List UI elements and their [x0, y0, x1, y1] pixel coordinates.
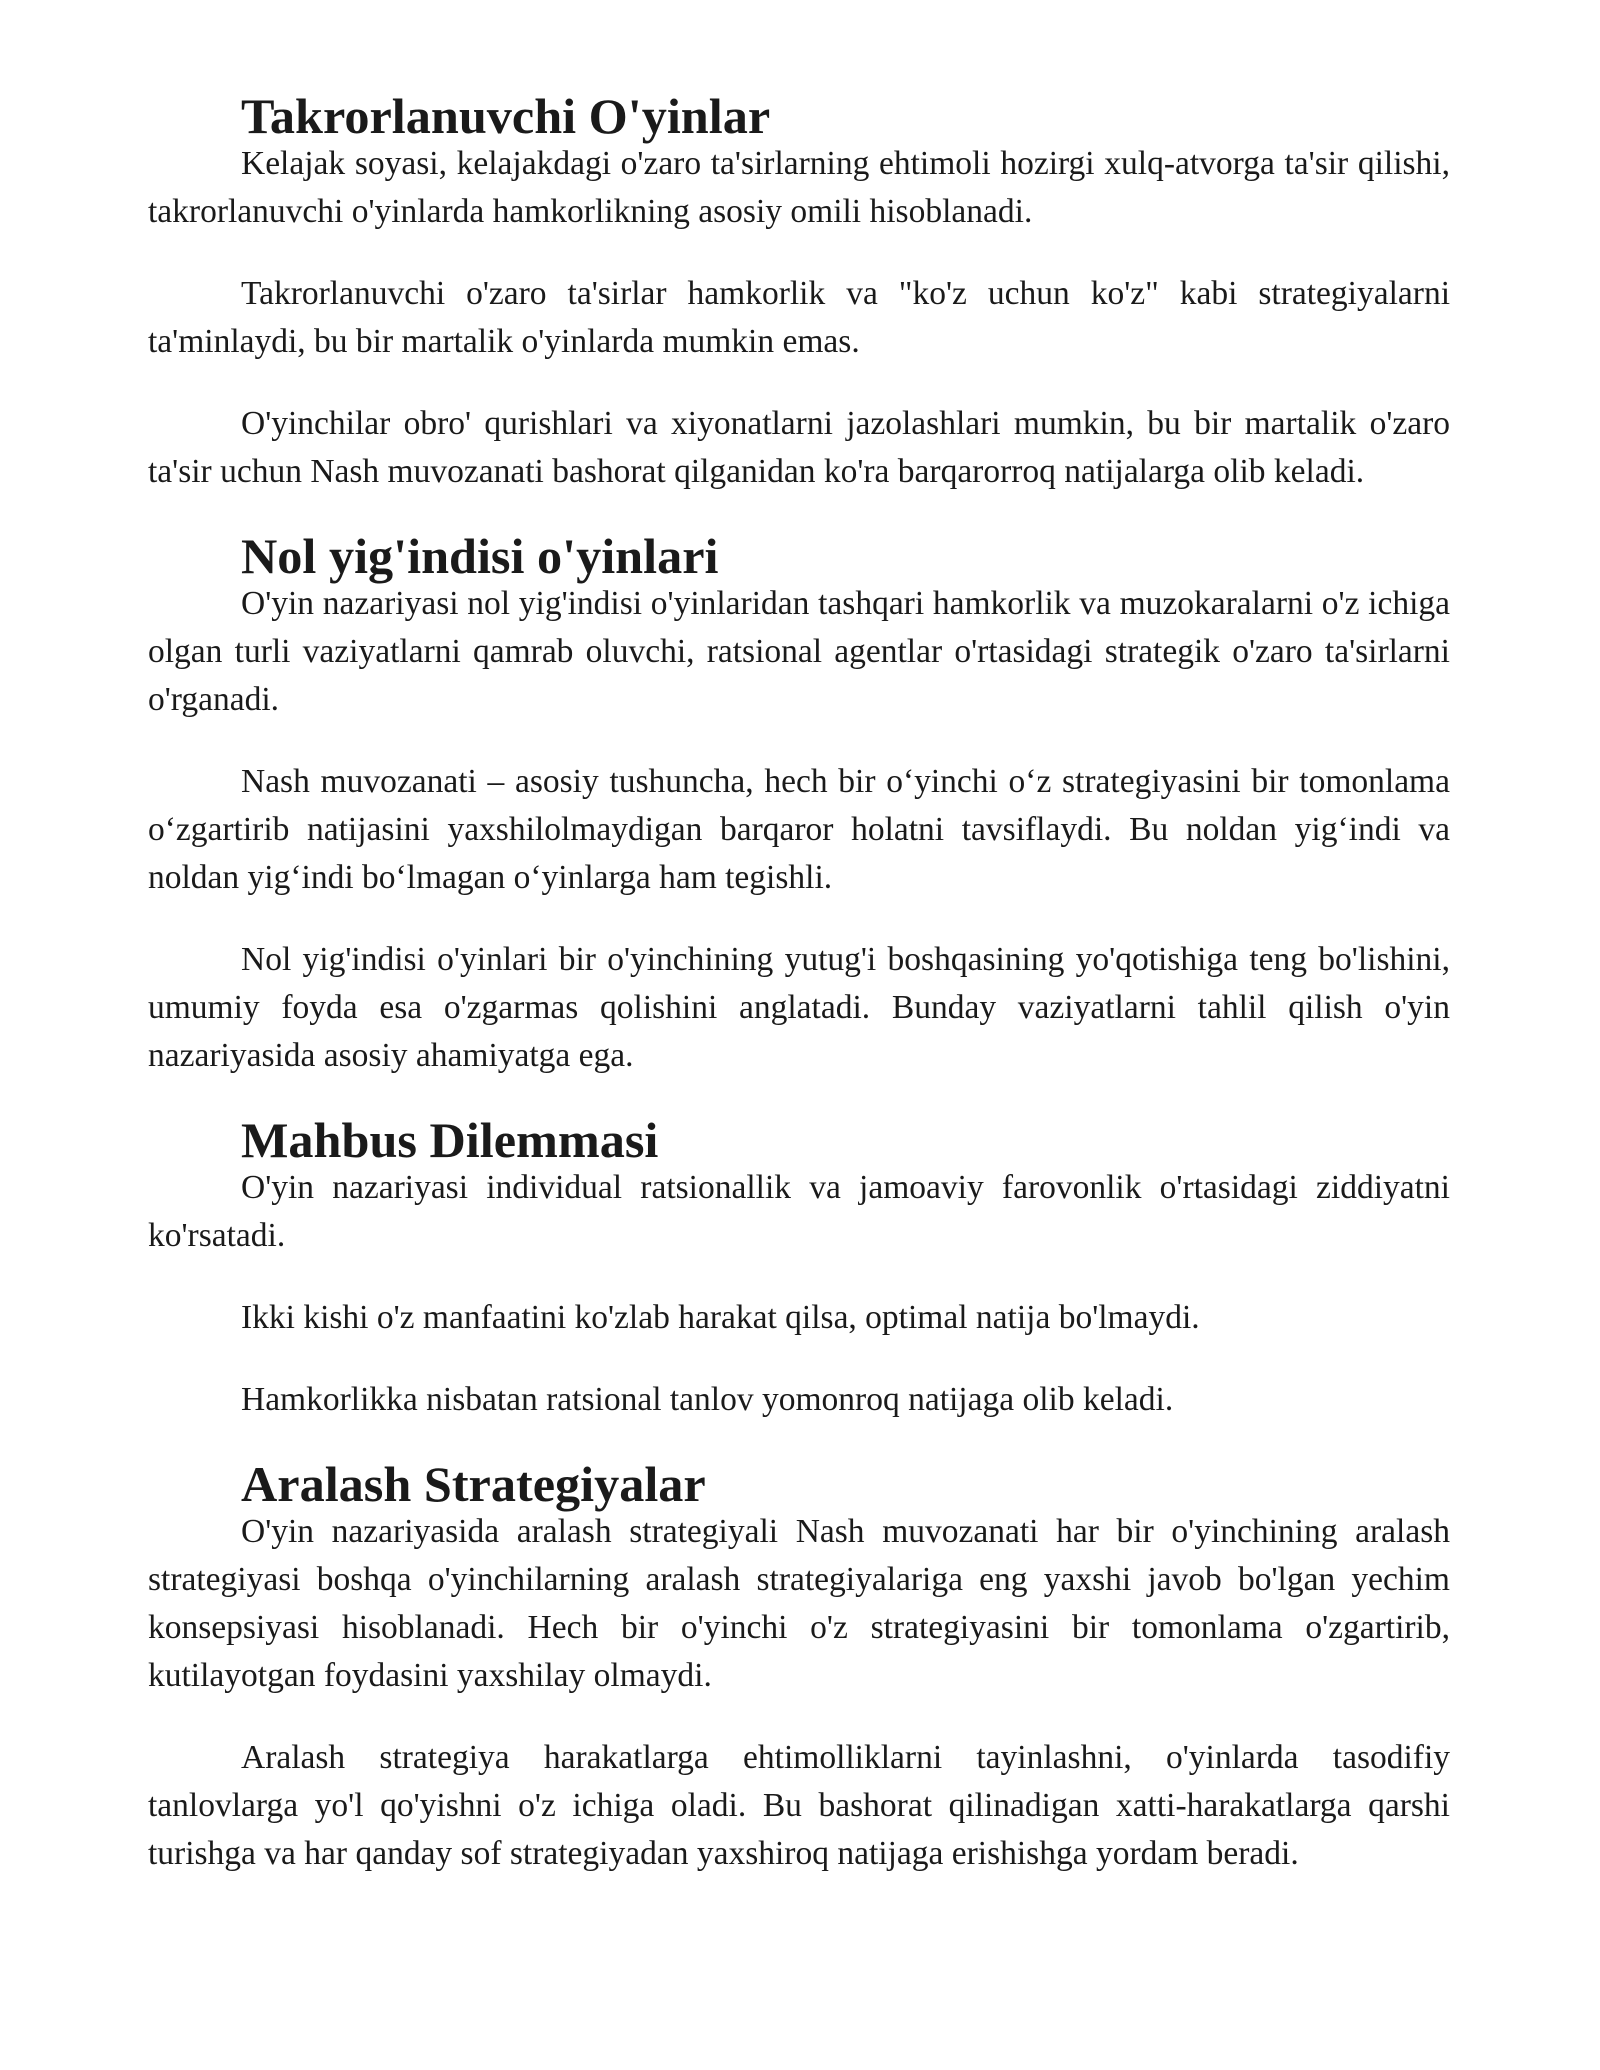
section-takrorlanuvchi	[148, 88, 1450, 496]
paragraph: Nol yig'indisi o'yinlari bir o'yinchining yutug'i boshqasining yo'qotishiga teng bo'lishini, umumiy foyda esa o'zgarmas qolishini anglatadi. Bunday vaziyatlarni tahlil qilish o'yin nazariyasida asosiy ahamiyatga ega.	[148, 941, 1450, 1074]
section-aralash-strategiyalar	[148, 1456, 1450, 1878]
paragraph: O'yin nazariyasi nol yig'indisi o'yinlaridan tashqari hamkorlik va muzokaralarni o'z ichiga olgan turli vaziyatlarni qamrab oluvchi, ratsional agentlar o'rtasidagi strategik o'zaro ta'sirlarni o'rganadi.	[148, 585, 1450, 718]
section-heading: Takrorlanuvchi O'yinlar	[241, 88, 771, 144]
paragraph: Aralash strategiya harakatlarga ehtimolliklarni tayinlashni, o'yinlarda tasodifiy tanlovlarga yo'l qo'yishni o'z ichiga oladi. Bu bashorat qilinadigan xatti-harakatlarga qarshi turishga va har qanday sof strategiyadan yaxshiroq natijaga erishishga yordam beradi.	[148, 1739, 1450, 1872]
section-heading: Mahbus Dilemmasi	[241, 1112, 659, 1168]
section-heading: Aralash Strategiyalar	[241, 1456, 706, 1512]
paragraph: O'yinchilar obro' qurishlari va xiyonatlarni jazolashlari mumkin, bu bir martalik o'zaro ta'sir uchun Nash muvozanati bashorat qilganidan ko'ra barqarorroq natijalarga olib keladi.	[148, 405, 1450, 490]
paragraph: Takrorlanuvchi o'zaro ta'sirlar hamkorlik va "ko'z uchun ko'z" kabi strategiyalarni ta'minlaydi, bu bir martalik o'yinlarda mumkin emas.	[148, 275, 1450, 360]
paragraph: Nash muvozanati – asosiy tushuncha, hech bir o‘yinchi o‘z strategiyasini bir tomonlama o‘zgartirib natijasini yaxshilolmaydigan barqaror holatni tavsiflaydi. Bu noldan yig‘indi va noldan yig‘indi bo‘lmagan o‘yinlarga ham tegishli.	[148, 763, 1450, 896]
document-body	[148, 88, 1450, 1914]
paragraph: Ikki kishi o'z manfaatini ko'zlab harakat qilsa, optimal natija bo'lmaydi.	[241, 1299, 1200, 1336]
section-nol-yigindisi	[148, 528, 1450, 1080]
paragraph: Kelajak soyasi, kelajakdagi o'zaro ta'sirlarning ehtimoli hozirgi xulq-atvorga ta'sir qilishi, takrorlanuvchi o'yinlarda hamkorlikning asosiy omili hisoblanadi.	[148, 145, 1450, 230]
paragraph: O'yin nazariyasida aralash strategiyali Nash muvozanati har bir o'yinchining aralash strategiyasi boshqa o'yinchilarning aralash strategiyalariga eng yaxshi javob bo'lgan yechim konsepsiyasi hisoblanadi. Hech bir o'yinchi o'z strategiyasini bir tomonlama o'zgartirib, kutilayotgan foydasini yaxshilay olmaydi.	[148, 1513, 1450, 1694]
paragraph: Hamkorlikka nisbatan ratsional tanlov yomonroq natijaga olib keladi.	[241, 1381, 1174, 1418]
paragraph: O'yin nazariyasi individual ratsionallik va jamoaviy farovonlik o'rtasidagi ziddiyatni ko'rsatadi.	[148, 1169, 1450, 1254]
section-mahbus-dilemmasi	[148, 1112, 1450, 1424]
section-heading: Nol yig'indisi o'yinlari	[241, 528, 719, 584]
